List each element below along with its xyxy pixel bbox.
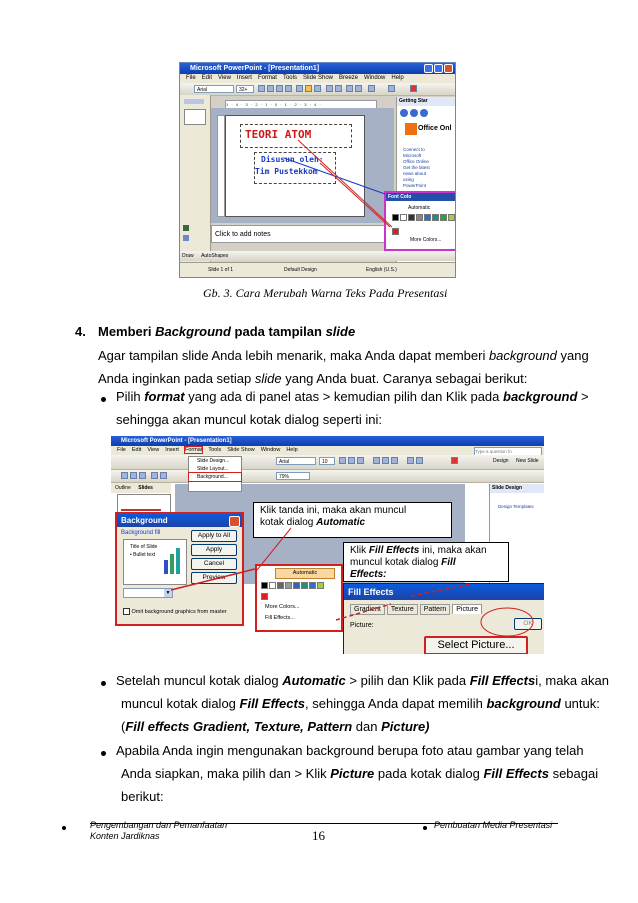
footer-text: Pengembangan dan Pemanfaatan (90, 820, 228, 830)
menu-slide-show[interactable]: Slide Show (227, 447, 255, 453)
figure-caption: Gb. 3. Cara Merubah Warna Teks Pada Presentasi (203, 286, 448, 300)
section-number: 4. (75, 324, 86, 339)
heading-text: pada tampilan (230, 324, 326, 339)
text: format (144, 389, 185, 404)
tab-gradient[interactable]: Gradient (350, 604, 385, 615)
powerpoint-screenshot-1 (179, 62, 456, 278)
menu-view[interactable]: View (147, 447, 160, 453)
menu-help[interactable]: Help (391, 75, 404, 81)
text: i, maka akan (535, 673, 609, 688)
select-picture-button[interactable]: Select Picture... (424, 636, 528, 654)
notes-pane[interactable]: Click to add notes (211, 225, 394, 243)
menu-item-slide-layout[interactable]: Slide Layout... (197, 466, 229, 472)
chevron-down-icon[interactable]: ▼ (165, 590, 171, 596)
font-name-box[interactable]: Arial (276, 457, 316, 465)
text: Anda inginkan pada setiap (98, 371, 255, 386)
arrow-line (298, 140, 392, 227)
more-colors-option[interactable]: More Colors... (410, 237, 442, 243)
heading-text: slide (325, 324, 356, 339)
font-size-box[interactable]: 32+ (236, 85, 254, 93)
horizontal-ruler: 1 · 4 · 3 · 2 · 1 · 0 · 1 · 2 · 3 · 4 · (225, 100, 377, 109)
bullet-dot (101, 751, 106, 756)
text: yang Anda buat. Caranya sebagai berikut: (281, 371, 528, 386)
callout-text: muncul kotak dialog (350, 557, 442, 568)
text: > (577, 389, 589, 404)
menu-slide-show[interactable]: Slide Show (302, 75, 333, 81)
design-templates-link[interactable]: Design Templates (498, 504, 534, 509)
ok-button[interactable]: OK (514, 618, 542, 630)
heading-text: Memberi (98, 324, 156, 339)
text: muncul kotak dialog (121, 696, 240, 711)
tab-texture[interactable]: Texture (387, 604, 418, 615)
font-name-box[interactable]: Arial (194, 85, 234, 93)
help-search-box[interactable]: Type a question fo (474, 447, 542, 456)
section-heading (98, 324, 355, 339)
bullet-dot (101, 681, 106, 686)
menu-view[interactable]: View (218, 75, 231, 81)
status-language: English (U.S.) (366, 267, 397, 273)
bullet-dot (423, 826, 427, 830)
link-line[interactable]: Office Online (403, 159, 429, 164)
menu-tools[interactable]: Tools (208, 447, 222, 453)
text: ( (121, 719, 126, 734)
bullet-line: Apabila Anda ingin mengunakan background berupa foto atau gambar yang telah (116, 743, 584, 758)
preview-title: Title of Slide (130, 544, 158, 550)
text: Anda siapkan, maka pilih dan > Klik (121, 766, 331, 781)
footer-left (90, 820, 227, 842)
text: dan (352, 719, 382, 734)
text: Fill effects Gradient, Texture, Pattern (125, 719, 353, 734)
text: > pilih dan Klik pada (345, 673, 470, 688)
arrow-line (336, 604, 391, 620)
callout-text: Klik (350, 545, 369, 556)
tab-slides[interactable]: Slides (138, 485, 153, 491)
text: pada kotak dialog (374, 766, 484, 781)
menu-item-slide-design[interactable]: Slide Design... (197, 458, 230, 464)
status-slide: Slide 1 of 1 (208, 267, 234, 273)
tab-picture[interactable]: Picture (452, 604, 482, 614)
callout-text: Effects: (350, 569, 387, 580)
bullet-dot (62, 826, 66, 830)
arrow-line (320, 163, 390, 227)
cancel-button[interactable]: Cancel (191, 558, 237, 570)
bullet-line: berikut: (121, 789, 164, 804)
apply-button[interactable]: Apply (191, 544, 237, 556)
menu-insert[interactable]: Insert (236, 75, 252, 81)
group-label: Background fill (121, 530, 161, 536)
paragraph-line (98, 371, 527, 386)
bullet-line (121, 766, 598, 781)
page-number: 16 (312, 828, 325, 843)
menu-file[interactable]: File (117, 447, 126, 453)
window-title: Microsoft PowerPoint - [Presentation1] (190, 65, 320, 72)
office-online-label: Office Onl (418, 125, 452, 132)
text: Pilih (116, 389, 145, 404)
text: untuk: (560, 696, 600, 711)
link-line[interactable]: Microsoft (403, 153, 422, 158)
menu-format[interactable]: Format (257, 75, 277, 81)
annotation-arrows (180, 63, 455, 277)
design-button[interactable]: Design (493, 458, 509, 464)
status-design: Default Design (284, 267, 317, 273)
menu-edit[interactable]: Edit (201, 75, 213, 81)
picture-label: Picture: (350, 622, 374, 629)
text: Agar tampilan slide Anda lebih menarik, maka Anda dapat memberi (98, 348, 489, 363)
callout-text: Automatic (316, 517, 366, 528)
footer-right: Pembuatan Media Presentasi (434, 820, 553, 830)
callout-text: kotak dialog (260, 517, 317, 528)
text: Fill Effects (469, 673, 536, 688)
tab-outline[interactable]: Outline (115, 485, 131, 491)
preview-button[interactable]: Preview (191, 572, 237, 584)
font-size-box[interactable]: 10 (319, 457, 335, 465)
dialog-title: Background (117, 514, 242, 527)
text: background (503, 389, 578, 404)
new-slide-button[interactable]: New Slide (516, 458, 539, 464)
draw-menu[interactable]: Draw (182, 253, 194, 259)
paragraph-line (98, 348, 589, 363)
bullet-line (116, 673, 609, 688)
bullet-line (121, 719, 430, 734)
callout-text: Fill Effects (368, 545, 420, 556)
menu-window[interactable]: Window (364, 75, 386, 81)
callout-text: ini, maka akan (419, 545, 487, 556)
slide-subtitle-2: Tim Pustekkom (255, 167, 318, 176)
window-title: Microsoft PowerPoint - [Presentation1] (121, 438, 232, 444)
task-pane-title: Getting Star (397, 97, 456, 106)
link-line[interactable]: news about (403, 171, 427, 176)
arrow-line (171, 569, 255, 590)
arrow-line (411, 584, 471, 596)
task-pane-title: Slide Design (490, 484, 544, 493)
text: Fill Effects (483, 766, 549, 781)
text: background (488, 348, 557, 363)
highlight-ellipse (481, 608, 533, 636)
text: sebagai (548, 766, 599, 781)
text: background (486, 696, 561, 711)
text: Fill Effects (239, 696, 306, 711)
link-line[interactable]: Connect to (403, 147, 425, 152)
menu-format[interactable]: Format (184, 447, 203, 453)
autoshapes-menu[interactable]: AutoShapes (201, 253, 229, 259)
callout-text: Klik tanda ini, maka akan muncul (260, 505, 407, 516)
text: Picture (330, 766, 375, 781)
menu-breeze[interactable]: Breeze (339, 75, 359, 81)
bullet-line (116, 389, 589, 404)
font-color-title: Font Colo (386, 193, 456, 201)
bullet-line (121, 696, 600, 711)
arrow-line (257, 528, 291, 570)
text: yang (556, 348, 589, 363)
link-line[interactable]: PowerPoint (403, 183, 427, 188)
bullet-line: sehingga akan muncul kotak dialog seperti ini: (116, 412, 382, 427)
menu-item-background[interactable]: Background... (189, 473, 241, 481)
zoom-box[interactable]: 79% (276, 472, 310, 480)
menu-edit[interactable]: Edit (131, 447, 142, 453)
link-line[interactable]: using (403, 177, 414, 182)
text: Setelah muncul kotak dialog (116, 673, 283, 688)
automatic-option[interactable]: Automatic (408, 205, 431, 211)
callout-text: Fill (441, 557, 456, 568)
menu-help[interactable]: Help (286, 447, 298, 453)
slide-title: TEORI ATOM (245, 128, 312, 141)
menu-file[interactable]: File (186, 75, 196, 81)
more-colors-option[interactable]: More Colors... (265, 604, 300, 610)
annotation-arrows (111, 436, 544, 654)
fill-effects-option[interactable]: Fill Effects... (265, 615, 295, 621)
text: , sehingga Anda dapat memilih (305, 696, 487, 711)
tab-pattern[interactable]: Pattern (420, 604, 451, 615)
heading-text: Background (155, 324, 231, 339)
powerpoint-screenshot-2 (111, 436, 544, 654)
preview-bullet: • Bullet text (130, 552, 156, 558)
menu-window[interactable]: Window (260, 447, 281, 453)
dialog-title: Fill Effects (344, 584, 544, 600)
checkbox-label: Omit background graphics from master (131, 608, 227, 615)
menu-tools[interactable]: Tools (282, 75, 297, 81)
footer-text: Konten Jardiknas (90, 831, 160, 841)
text: slide (254, 371, 282, 386)
automatic-option[interactable]: Automatic (275, 568, 335, 579)
bullet-dot (101, 397, 106, 402)
text: Automatic (282, 673, 346, 688)
text: yang ada di panel atas > kemudian pilih dan Klik pada (184, 389, 504, 404)
link-line[interactable]: Get the latest (403, 165, 430, 170)
slide-subtitle-1: Disusun oleh: (261, 155, 324, 164)
apply-to-all-button[interactable]: Apply to All (191, 530, 237, 542)
text: Picture) (381, 719, 430, 734)
menu-insert[interactable]: Insert (165, 447, 179, 453)
